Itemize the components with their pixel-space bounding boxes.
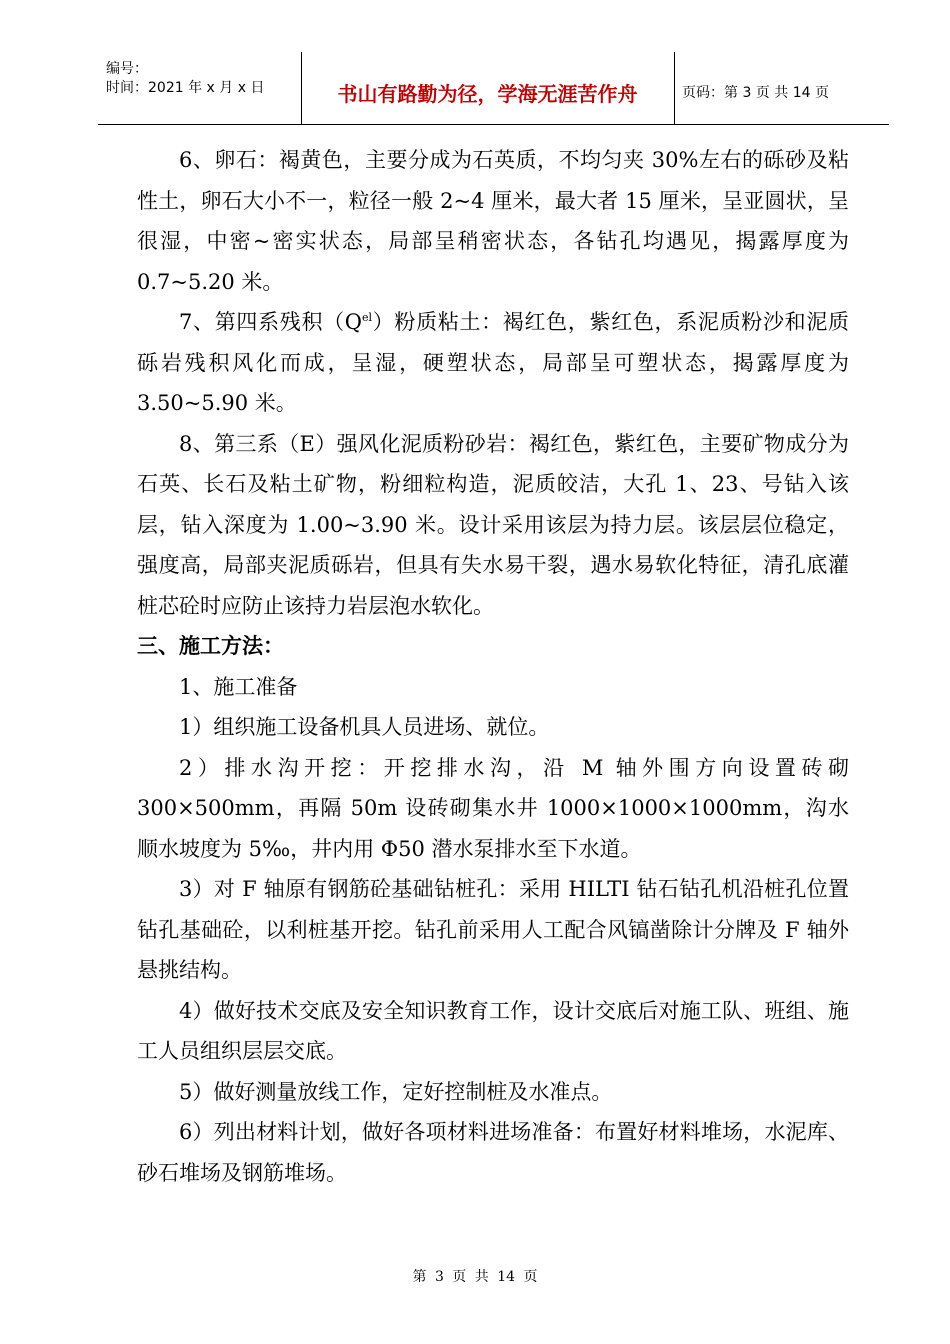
page-header	[98, 52, 889, 125]
paragraph-residual-clay	[137, 302, 849, 424]
header-middle-cell	[301, 52, 675, 124]
item-drill-pile-holes: 3）对 F 轴原有钢筋砼基础钻桩孔：采用 HILTI 钻石钻孔机沿桩孔位置钻孔基础砼，以利桩基开挖。钻孔前采用人工配合风镐凿除计分牌及 F 轴外悬挑结构。	[137, 877, 849, 982]
item-organize-equipment: 1）组织施工设备机具人员进场、就位。	[179, 715, 550, 739]
header-page-info: 页码：第 3 页 共 14 页	[682, 85, 829, 101]
document-time: 时间：2021 年 x 月 x 日	[106, 80, 265, 96]
item-technical-briefing: 4）做好技术交底及安全知识教育工作，设计交底后对施工队、班组、施工人员组织层层交底。	[137, 998, 849, 1063]
superscript-el: el	[362, 311, 373, 324]
header-left-cell	[98, 52, 302, 124]
header-motto: 书山有路勤为径，学海无涯苦作舟	[337, 82, 638, 106]
item-drainage-ditch: 2）排水沟开挖：开挖排水沟，沿 M 轴外围方向设置砖砌 300×500mm，再隔 50m 设砖砌集水井 1000×1000×1000mm，沟水顺水坡度为 5‰，井内用 Φ50 潜水泵排水至下水道。	[137, 755, 849, 861]
item-surveying: 5）做好测量放线工作，定好控制桩及水准点。	[179, 1079, 613, 1104]
page-footer: 第 3 页 共 14 页	[412, 1269, 538, 1285]
document-body	[137, 140, 849, 1193]
item-material-plan: 6）列出材料计划，做好各项材料进场准备：布置好材料堆场，水泥库、砂石堆场及钢筋堆场。	[137, 1120, 849, 1185]
header-right-cell	[674, 52, 889, 124]
paragraph-residual-clay-start: 7、第四系残积（Q	[179, 310, 363, 334]
section-heading-construction-method: 三、施工方法：	[137, 634, 284, 658]
paragraph-pebble: 6、卵石：褐黄色，主要分成为石英质，不均匀夹 30%左右的砾砂及粘性土，卵石大小不一，粒径一般 2~4 厘米，最大者 15 厘米，呈亚圆状，呈很湿，中密~密实状态，局部呈稍密状态，各钻孔均遇见，揭露厚度为 0.7~5.20 米。	[137, 148, 849, 294]
paragraph-residual-clay-end: ）粉质粘土：褐红色，紫红色，系泥质粉沙和泥质砾岩残积风化而成，呈湿，硬塑状态，局部呈可塑状态，揭露厚度为 3.50~5.90 米。	[137, 310, 849, 415]
subsection-construction-preparation: 1、施工准备	[179, 674, 298, 699]
paragraph-siltstone: 8、第三系（E）强风化泥质粉砂岩：褐红色，紫红色，主要矿物成分为石英、长石及粘土矿物，粉细粒构造，泥质皎洁，大孔 1、23、号钻入该层，钻入深度为 1.00~3.90 米。设计采用该层为持力层。该层层位稳定，强度高，局部夹泥质砾岩，但具有失水易干裂，遇水易软化特征，清孔底灌桩芯砼时应防止该持力岩层泡水软化。	[137, 431, 849, 618]
document-number-label: 编号：	[106, 61, 148, 77]
